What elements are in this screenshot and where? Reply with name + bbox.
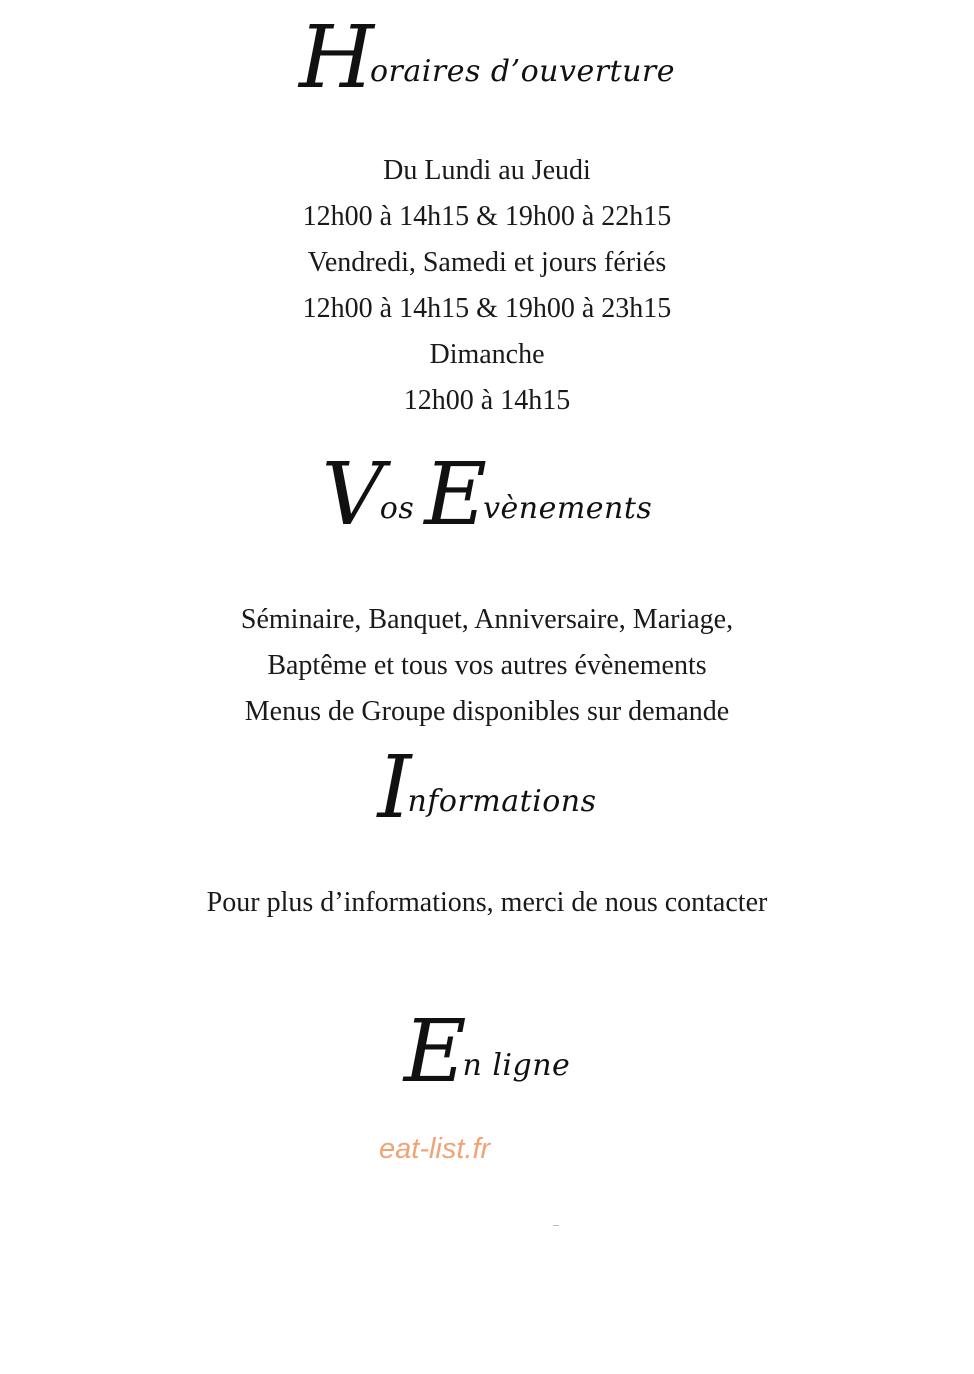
hours-line-weekdays: Du Lundi au Jeudi: [383, 155, 591, 186]
events-list: [0, 597, 974, 735]
hours-list: [0, 148, 974, 424]
events-heading-cap-e: E: [424, 445, 484, 545]
information-heading-cap: I: [377, 738, 408, 838]
information-heading-rest: nformations: [407, 784, 597, 819]
hours-line-weekdays-times: 12h00 à 14h15 & 19h00 à 22h15: [302, 201, 672, 232]
website-link[interactable]: eat-list.fr: [379, 1133, 491, 1165]
information-line-contact: Pour plus d’informations, merci de nous contacter: [206, 887, 768, 918]
events-line-types: Séminaire, Banquet, Anniversaire, Mariage,: [240, 604, 734, 635]
hours-line-weekend: Vendredi, Samedi et jours fériés: [307, 247, 667, 278]
hours-line-sunday-times: 12h00 à 14h15: [403, 385, 571, 416]
hours-heading-cap: H: [298, 8, 370, 108]
online-heading-rest: n ligne: [462, 1048, 571, 1083]
events-heading-cap-v: V: [321, 445, 380, 545]
events-heading-rest-os: os: [379, 491, 425, 526]
events-heading-rest-evenements: vènements: [483, 491, 653, 526]
hours-heading: [0, 8, 974, 108]
information-text: [0, 880, 974, 926]
stray-mark: [553, 1225, 559, 1226]
online-heading: [0, 1002, 974, 1102]
hours-line-sunday: Dimanche: [429, 339, 545, 370]
events-line-group-menus: Menus de Groupe disponibles sur demande: [244, 696, 730, 727]
events-line-other: Baptême et tous vos autres évènements: [267, 650, 707, 681]
online-heading-cap: E: [403, 1002, 463, 1102]
events-heading: [0, 445, 974, 545]
information-heading: [0, 738, 974, 838]
hours-heading-rest: oraires d’ouverture: [369, 54, 676, 89]
hours-line-weekend-times: 12h00 à 14h15 & 19h00 à 23h15: [302, 293, 672, 324]
